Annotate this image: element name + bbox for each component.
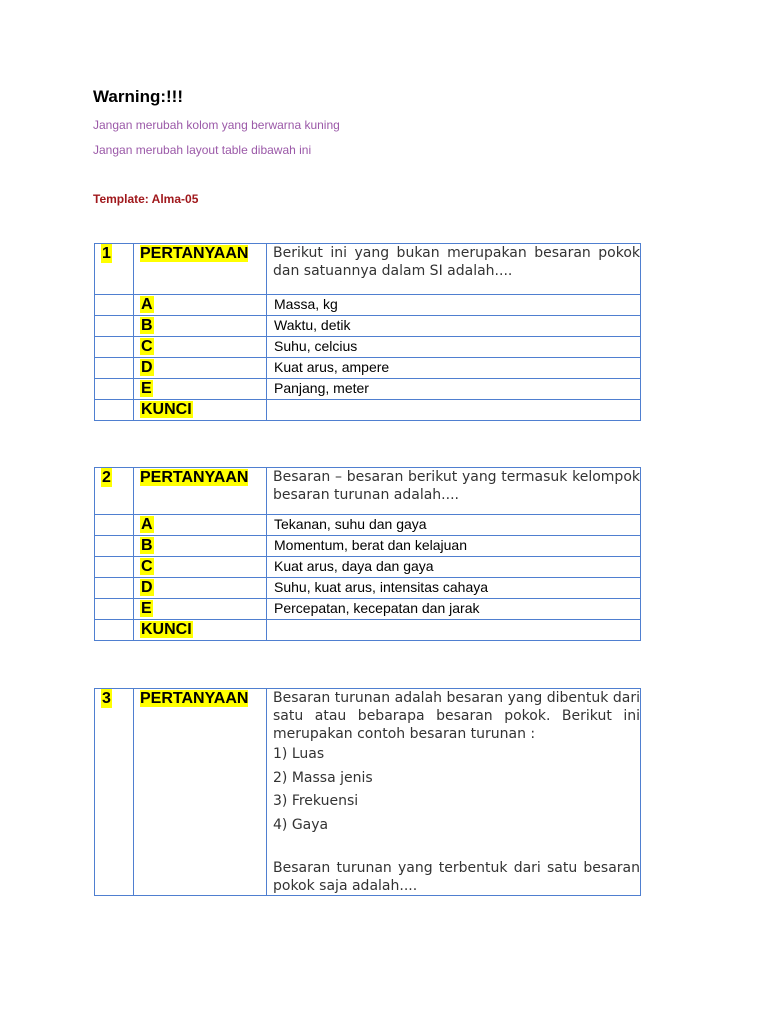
note-layout-table: Jangan merubah layout table dibawah ini [93,143,312,157]
option-label-cell [134,515,267,536]
option-label-d: D [141,359,153,376]
question-number: 2 [102,469,111,486]
spacer [273,837,640,859]
option-label-cell [134,557,267,578]
question-label-cell [134,468,267,515]
list-item: 4) Gaya [273,816,329,833]
empty-cell [95,400,134,421]
warning-heading: Warning:!!! [93,87,184,106]
question-table-1 [94,243,641,421]
option-label-b: B [141,537,153,554]
question-number: 1 [102,245,111,262]
option-d-text[interactable]: Kuat arus, ampere [267,358,641,379]
option-label-b: B [141,317,153,334]
option-b-text[interactable]: Waktu, detik [267,316,641,337]
list-item: 3) Frekuensi [273,793,359,809]
key-answer-cell[interactable] [267,620,641,641]
empty-cell [95,536,134,557]
option-label-e: E [141,600,152,617]
option-b-text[interactable]: Momentum, berat dan kelajuan [267,536,641,557]
empty-cell [95,578,134,599]
question-label: PERTANYAAN [140,245,249,262]
option-e-text[interactable]: Percepatan, kecepatan dan jarak [267,599,641,620]
key-label: KUNCI [141,621,192,638]
option-e-text[interactable]: Panjang, meter [267,379,641,400]
question-number-cell [95,689,134,896]
option-a-text[interactable]: Massa, kg [267,295,641,316]
example-list [273,743,640,837]
option-label-cell [134,578,267,599]
question-table-2 [94,467,641,641]
template-label: Template: Alma-05 [93,192,199,206]
empty-cell [95,295,134,316]
option-a-text[interactable]: Tekanan, suhu dan gaya [267,515,641,536]
option-label-c: C [141,338,153,355]
empty-cell [95,620,134,641]
empty-cell [95,379,134,400]
option-label-cell [134,295,267,316]
question-number-cell [95,468,134,515]
option-label-e: E [141,380,152,397]
list-item: 2) Massa jenis [273,769,373,786]
empty-cell [95,515,134,536]
option-label-cell [134,599,267,620]
empty-cell [95,557,134,578]
option-c-text[interactable]: Kuat arus, daya dan gaya [267,557,641,578]
question-text[interactable]: Berikut ini yang bukan merupakan besaran pokok dan satuannya dalam SI adalah.... [267,244,641,295]
option-label-a: A [141,296,153,313]
option-c-text[interactable]: Suhu, celcius [267,337,641,358]
empty-cell [95,337,134,358]
question-intro: Besaran turunan adalah besaran yang dibentuk dari satu atau bebarapa besaran pokok. Berikut ini merupakan contoh besaran turunan : [273,690,640,742]
list-item: 1) Luas [273,746,325,762]
empty-cell [95,316,134,337]
question-prompt: Besaran turunan yang terbentuk dari satu besaran pokok saja adalah.... [273,860,640,894]
question-label-cell [134,689,267,896]
option-label-a: A [141,516,153,533]
question-label: PERTANYAAN [140,469,249,486]
question-table-3 [94,688,641,896]
option-label-cell [134,379,267,400]
question-text[interactable]: Besaran – besaran berikut yang termasuk kelompok besaran turunan adalah.... [267,468,641,515]
empty-cell [95,599,134,620]
key-label: KUNCI [141,401,192,418]
question-number-cell [95,244,134,295]
empty-cell [95,358,134,379]
question-number: 3 [102,690,111,707]
option-label-cell [134,337,267,358]
question-label-cell [134,244,267,295]
key-label-cell [134,400,267,421]
question-text-block[interactable] [267,689,641,896]
option-label-cell [134,358,267,379]
option-label-cell [134,536,267,557]
question-label: PERTANYAAN [140,690,249,707]
key-label-cell [134,620,267,641]
option-label-d: D [141,579,153,596]
option-label-cell [134,316,267,337]
note-kolom-kuning: Jangan merubah kolom yang berwarna kuning [93,118,340,132]
option-label-c: C [141,558,153,575]
key-answer-cell[interactable] [267,400,641,421]
option-d-text[interactable]: Suhu, kuat arus, intensitas cahaya [267,578,641,599]
